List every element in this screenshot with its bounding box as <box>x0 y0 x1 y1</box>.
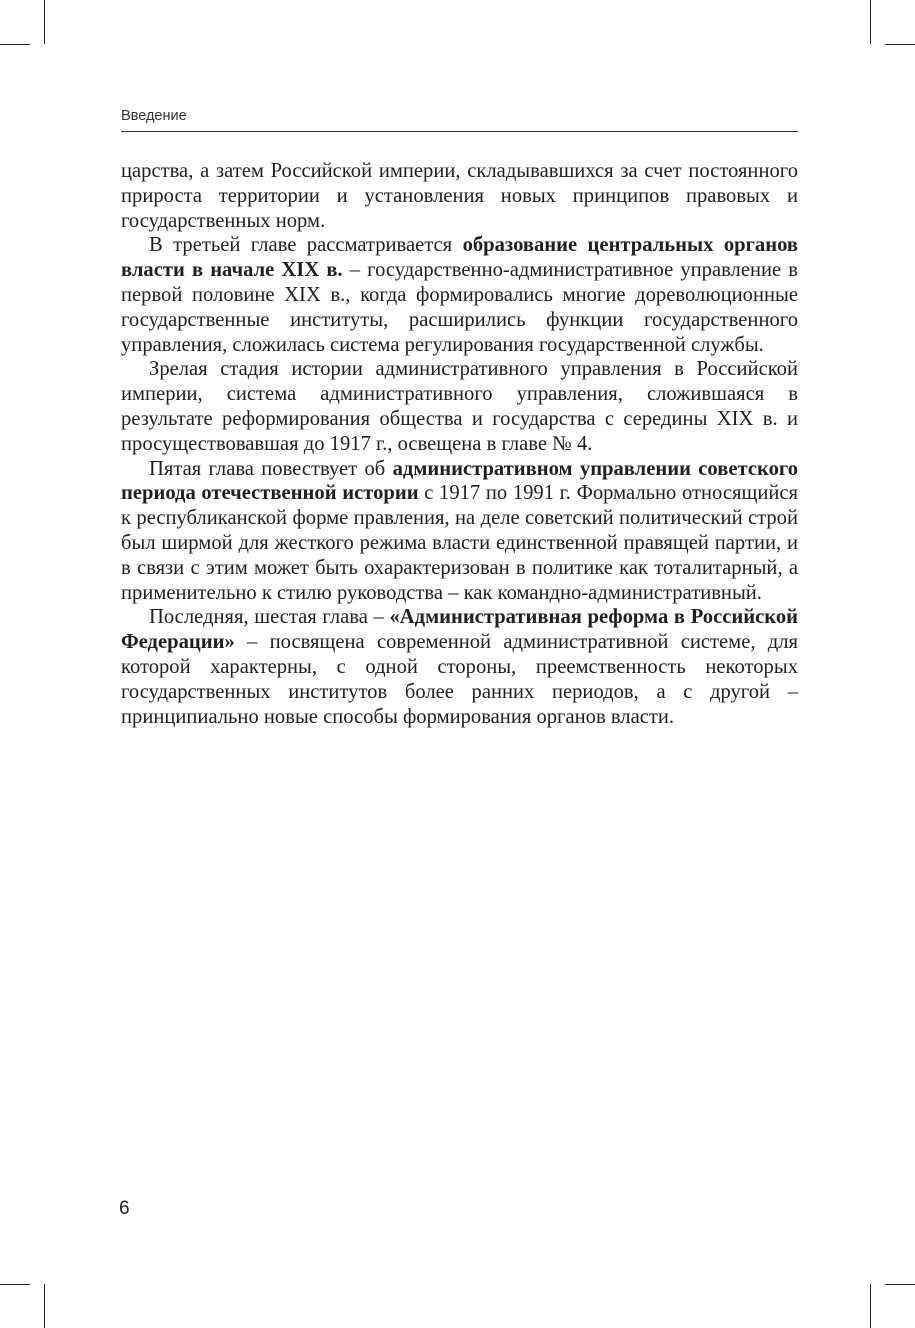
page-number: 6 <box>119 1198 130 1219</box>
text-segment: Зрелая стадия истории административного управления в Российской империи, система административного управления, сложившаяся в результате реформирования общества и государства с середины XIX в. и просуществовавшая до 1917 г., освещена в главе № 4. <box>121 358 798 455</box>
crop-mark <box>0 1284 30 1285</box>
paragraph <box>121 605 798 729</box>
bold-term: образование центральных органов власти в начале XIX в. <box>121 234 798 282</box>
crop-mark <box>885 1284 915 1285</box>
text-segment: – государственно-административное управление в первой половине XIX в., когда формировались многие дореволюционные государственные институты, расширились функции государственного управления, сложилась система регулирования государственной службы. <box>121 259 798 356</box>
paragraph <box>121 357 798 456</box>
text-segment: Пятая глава повествует об <box>149 457 393 480</box>
paragraph <box>121 233 798 357</box>
text-segment: Последняя, шестая глава – <box>149 606 390 629</box>
paragraph <box>121 457 798 606</box>
crop-mark <box>0 44 30 45</box>
crop-mark <box>44 0 45 44</box>
text-segment: – посвящена современной административной системе, для которой характерны, с одной стороны, преемственность некоторых государственных институтов более ранних периодов, а с другой – принципиально новые способы формирования органов власти. <box>121 631 798 728</box>
crop-mark <box>44 1284 45 1328</box>
bold-term: административном управлении советского периода отечественной истории <box>121 457 798 505</box>
running-header-title: Введение <box>121 108 187 124</box>
text-segment: царства, а затем Российской империи, складывавшихся за счет постоянного прироста территории и установления новых принципов правовых и государственных норм. <box>121 160 798 232</box>
crop-mark <box>870 1284 871 1328</box>
bold-term: «Административная реформа в Российской Федерации» <box>121 606 798 654</box>
body-text <box>121 159 798 729</box>
text-segment: с 1917 по 1991 г. Формально относящийся к республиканской форме правления, на деле советский политический строй был ширмой для жесткого режима власти единственной правящей партии, и в связи с этим может быть охарактеризован в политике как тоталитарный, а применительно к стилю руководства – как командно-административный. <box>121 482 798 604</box>
running-header <box>121 106 798 132</box>
paragraph <box>121 159 798 233</box>
text-segment: В третьей главе рассматривается <box>149 234 463 257</box>
crop-mark <box>885 44 915 45</box>
crop-mark <box>870 0 871 44</box>
